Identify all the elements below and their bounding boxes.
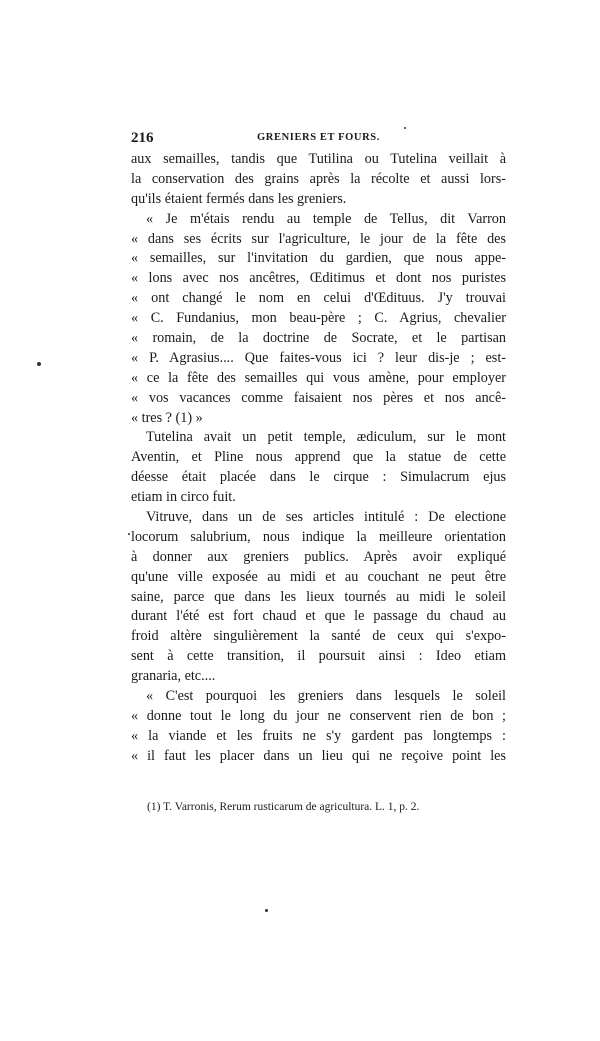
text-line: « lons avec nos ancêtres, Œditimus et dont nos puristes — [131, 270, 506, 287]
page-number: 216 — [131, 130, 154, 146]
text-line: déesse était placée dans le cirque : Simulacrum ejus — [131, 469, 506, 486]
running-head: GRENIERS ET FOURS. — [257, 132, 380, 143]
margin-speck — [404, 127, 406, 129]
body-text — [131, 150, 506, 767]
margin-speck — [37, 362, 41, 366]
footnote: (1) T. Varronis, Rerum rusticarum de agricultura. L. 1, p. 2. — [147, 801, 420, 813]
text-line: « vos vacances comme faisaient nos pères et nos ancê- — [131, 389, 506, 406]
text-line: froid altère singulièrement la santé de ceux qui s'expo- — [131, 628, 506, 645]
text-line: qu'ils étaient fermés dans les greniers. — [131, 190, 347, 207]
text-line: Vitruve, dans un de ses articles intitulé : De electione — [146, 509, 506, 526]
text-line: « donne tout le long du jour ne conservent rien de bon ; — [131, 707, 506, 724]
text-line: « Je m'étais rendu au temple de Tellus, dit Varron — [146, 210, 506, 227]
text-line: « il faut les placer dans un lieu qui ne reçoive point les — [131, 747, 506, 764]
text-line: saine, parce que dans les lieux tournés au midi le soleil — [131, 588, 506, 605]
text-line: « la viande et les fruits ne s'y gardent pas longtemps : — [131, 727, 506, 744]
text-line: « C'est pourquoi les greniers dans lesquels le soleil — [146, 688, 506, 705]
text-line: aux semailles, tandis que Tutilina ou Tutelina veillait à — [131, 151, 506, 167]
text-line: durant l'été est fort chaud et que le passage du chaud au — [131, 608, 506, 625]
text-line: « P. Agrasius.... Que faites-vous ici ? leur dis-je ; est- — [131, 349, 506, 366]
text-line: Tutelina avait un petit temple, ædiculum, sur le mont — [146, 429, 506, 446]
text-line: « tres ? (1) » — [131, 409, 203, 426]
margin-speck — [265, 909, 268, 912]
text-line: « semailles, sur l'invitation du gardien, que nous appe- — [131, 250, 506, 267]
text-line: « ce la fête des semailles qui vous amène, pour employer — [131, 369, 506, 386]
text-line: granaria, etc.... — [131, 668, 216, 685]
text-line: qu'une ville exposée au midi et au couchant ne peut être — [131, 568, 506, 585]
text-line: sent à cette transition, il poursuit ainsi : Ideo etiam — [131, 648, 506, 665]
page-header — [131, 130, 506, 150]
margin-speck — [128, 533, 130, 535]
text-line: « romain, de la doctrine de Socrate, et le partisan — [131, 330, 506, 347]
text-line: à donner aux greniers publics. Après avoir expliqué — [131, 548, 506, 565]
text-line: locorum salubrium, nous indique la meilleure orientation — [131, 528, 506, 545]
text-line: « C. Fundanius, mon beau-père ; C. Agrius, chevalier — [131, 310, 506, 327]
text-line: « dans ses écrits sur l'agriculture, le jour de la fête des — [131, 230, 506, 247]
text-line: etiam in circo fuit. — [131, 489, 236, 506]
text-line: « ont changé le nom en celui d'Œdituus. J'y trouvai — [131, 290, 506, 307]
text-line: Aventin, et Pline nous apprend que la statue de cette — [131, 449, 506, 466]
text-line: la conservation des grains après la récolte et aussi lors- — [131, 170, 506, 187]
